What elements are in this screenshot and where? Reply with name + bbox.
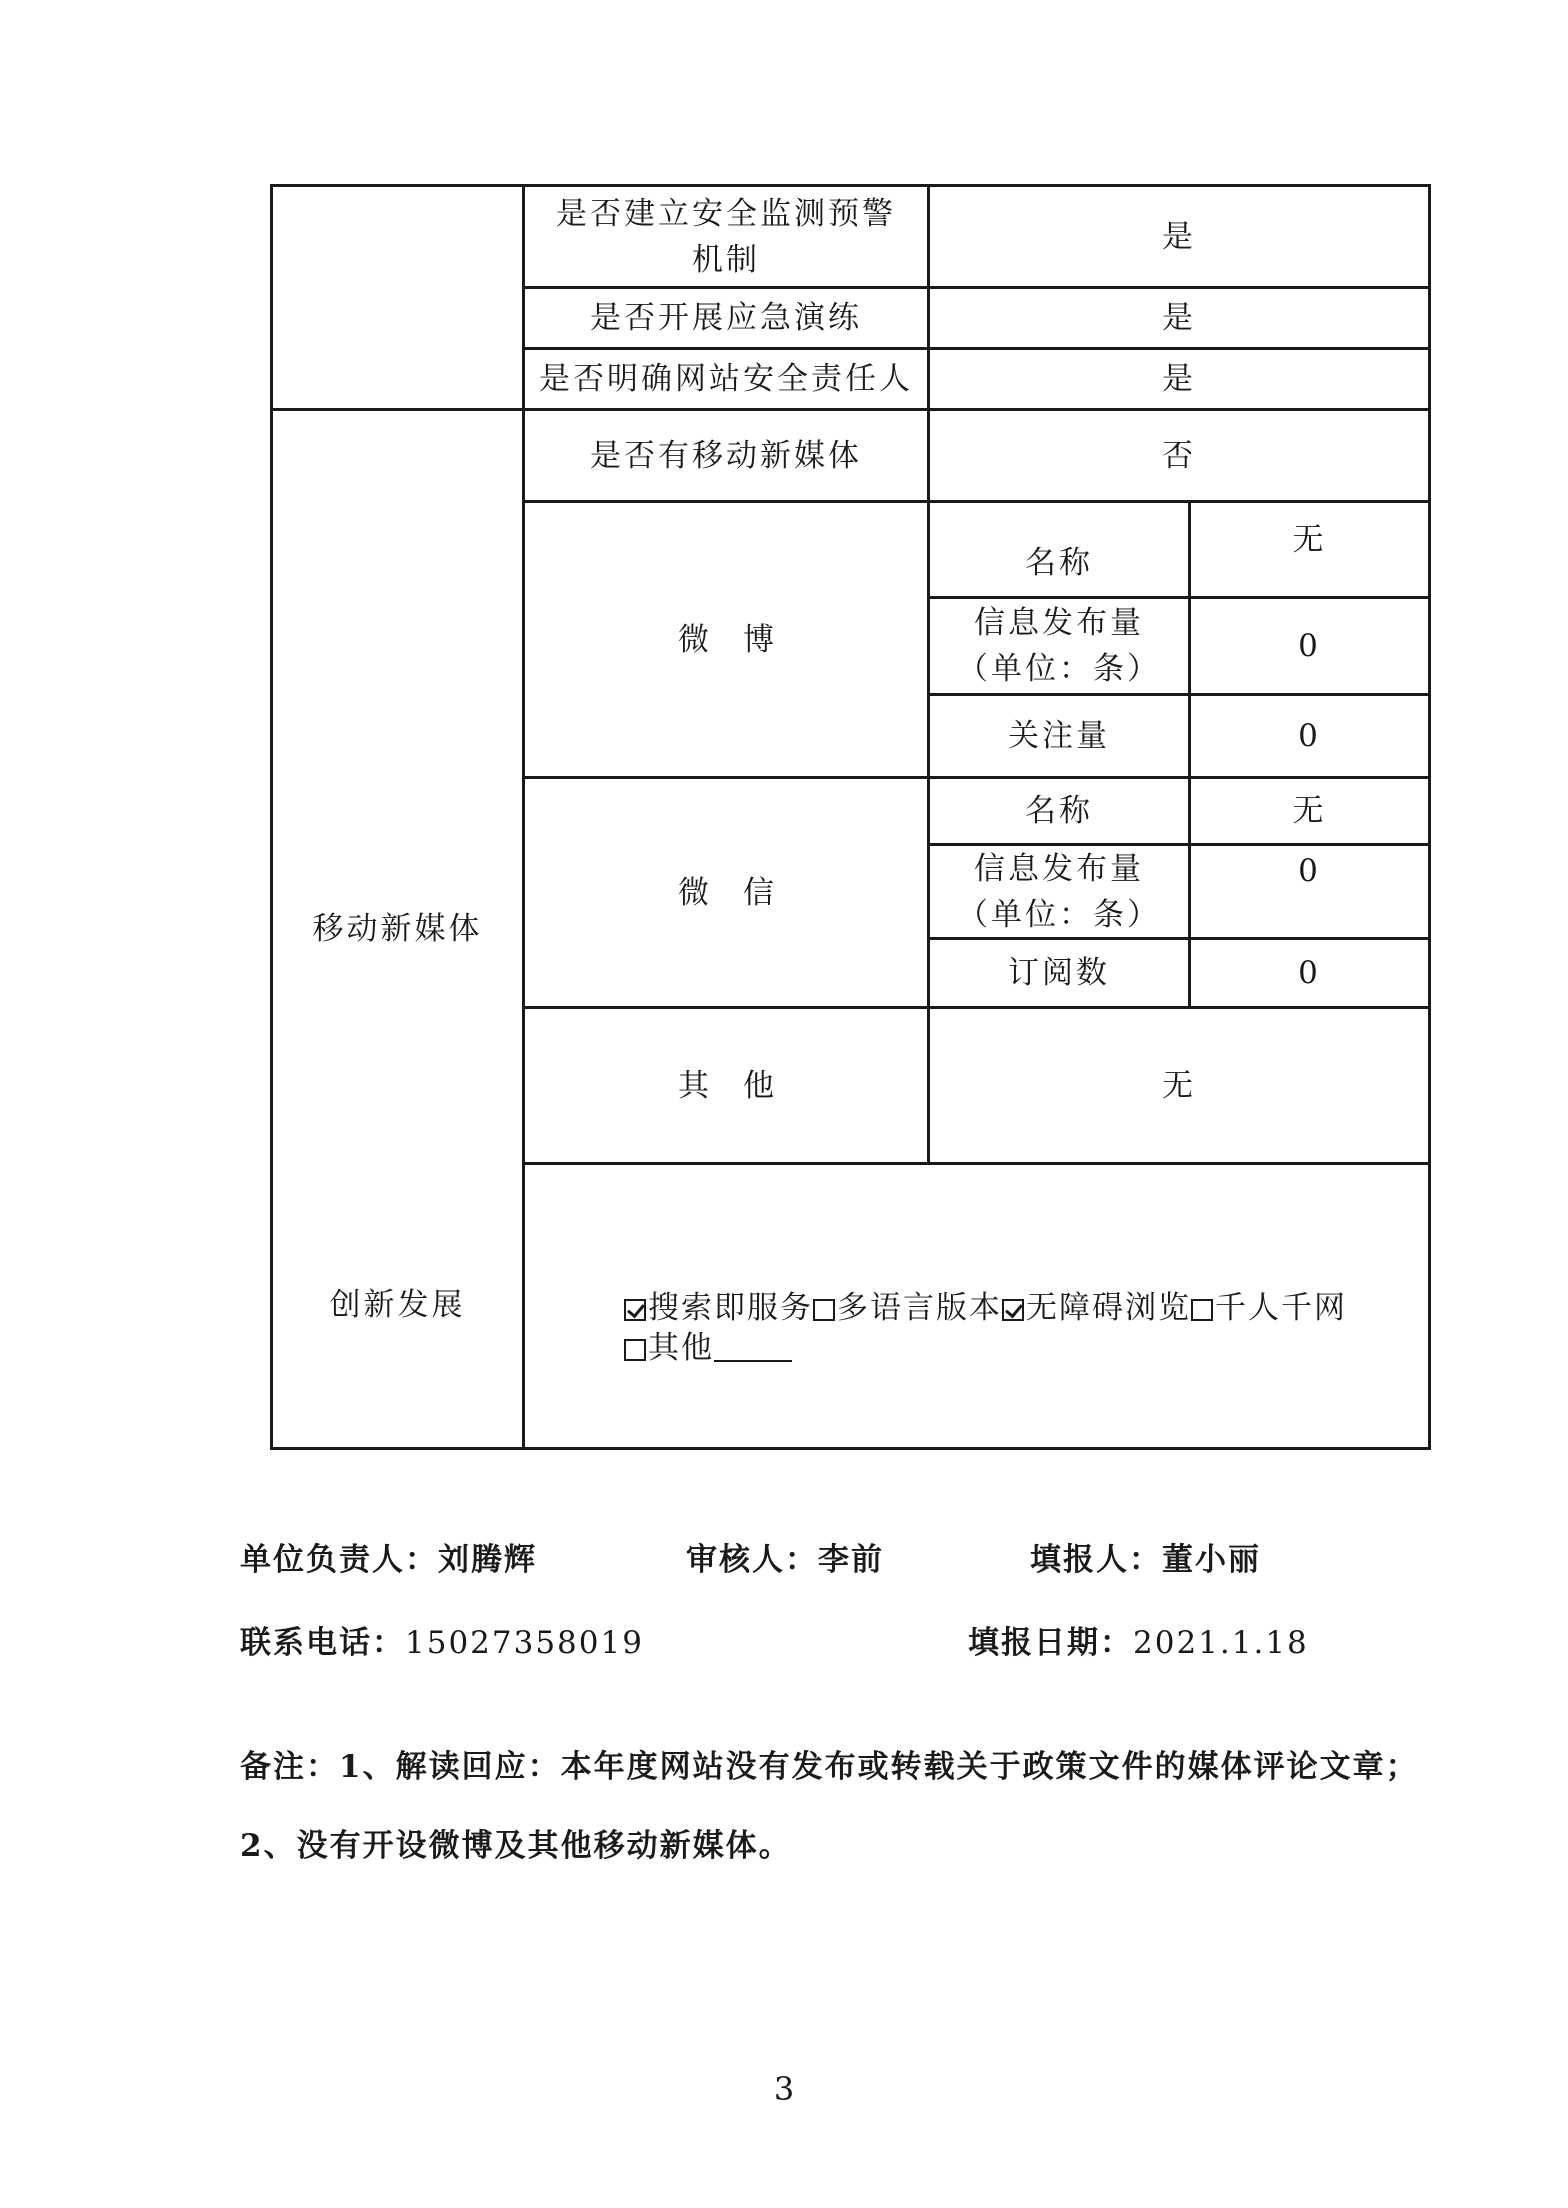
- has-mobile-label: 是否有移动新媒体: [590, 437, 862, 474]
- phone-value: 15027358019: [405, 1625, 644, 1661]
- wechat-label: 微信: [678, 874, 808, 911]
- label-line: （单位：条）: [957, 651, 1161, 687]
- checkbox-checked-icon[interactable]: [1002, 1299, 1024, 1321]
- phone-label: 联系电话：: [240, 1625, 405, 1661]
- filler-value: 董小丽: [1162, 1542, 1261, 1578]
- emergency-drill-label: 是否开展应急演练: [590, 300, 862, 336]
- weibo-followers-value: 0: [1298, 718, 1321, 754]
- security-monitoring-label: [525, 187, 927, 286]
- other-media-value: 无: [1162, 1067, 1196, 1104]
- label-line: 信息发布量: [974, 605, 1144, 641]
- contact-phone: [240, 1617, 644, 1662]
- security-responsible-label: 是否明确网站安全责任人: [539, 361, 913, 397]
- unit-head-label: 单位负责人：: [240, 1542, 438, 1578]
- checkbox-checked-icon[interactable]: [624, 1299, 646, 1321]
- wechat-name-value: 无: [1292, 793, 1327, 829]
- weibo-name-value: 无: [1292, 522, 1327, 558]
- fill-in-blank[interactable]: [714, 1330, 792, 1362]
- page-number: 3: [773, 2070, 795, 2108]
- fill-date: [968, 1617, 1309, 1662]
- option-multilingual: 多语言版本: [837, 1290, 1002, 1326]
- innovation-label: 创新发展: [329, 1287, 466, 1323]
- weibo-name-label: 名称: [1025, 545, 1093, 581]
- has-mobile-value: 否: [1162, 437, 1196, 474]
- option-personalized: 千人千网: [1215, 1290, 1347, 1326]
- unit-head-value: 刘腾辉: [438, 1542, 537, 1578]
- option-accessibility: 无障碍浏览: [1026, 1290, 1191, 1326]
- checkbox-icon[interactable]: [1191, 1299, 1213, 1321]
- note-line-2: 2、没有开设微博及其他移动新媒体。: [240, 1828, 792, 1864]
- security-responsible-value: 是: [1162, 361, 1196, 397]
- checkbox-icon[interactable]: [813, 1299, 835, 1321]
- label-line: （单位：条）: [957, 896, 1161, 933]
- mobile-section-label: 移动新媒体: [312, 911, 483, 947]
- date-value: 2021.1.18: [1133, 1625, 1309, 1661]
- weibo-posts-label: [930, 599, 1188, 693]
- wechat-posts-label: [930, 846, 1188, 937]
- label-line: 信息发布量: [974, 850, 1144, 887]
- note-line-1: 备注：1、解读回应：本年度网站没有发布或转载关于政策文件的媒体评论文章；: [240, 1749, 1419, 1785]
- wechat-posts-value: 0: [1298, 853, 1321, 889]
- weibo-followers-label: 关注量: [1008, 718, 1110, 754]
- option-other: 其他: [648, 1330, 714, 1366]
- unit-head: [240, 1534, 537, 1579]
- label-line: 机制: [692, 241, 760, 278]
- table-rule: [1428, 184, 1431, 1450]
- wechat-subscribers-value: 0: [1298, 955, 1321, 991]
- emergency-drill-value: 是: [1162, 300, 1196, 336]
- other-media-label: 其他: [678, 1067, 808, 1104]
- weibo-label: 微博: [678, 621, 808, 658]
- wechat-name-label: 名称: [1025, 793, 1093, 829]
- filler-label: 填报人：: [1030, 1542, 1162, 1578]
- reviewer-value: 李前: [818, 1542, 884, 1578]
- weibo-posts-value: 0: [1298, 628, 1321, 664]
- wechat-subscribers-label: 订阅数: [1008, 955, 1110, 991]
- reviewer: [686, 1534, 884, 1579]
- filler: [1030, 1534, 1261, 1579]
- table-rule: [270, 1447, 1431, 1450]
- checkbox-icon[interactable]: [624, 1339, 646, 1361]
- reviewer-label: 审核人：: [686, 1542, 818, 1578]
- innovation-options-row2: [624, 1325, 792, 1371]
- date-label: 填报日期：: [968, 1625, 1133, 1661]
- table-rule: [522, 1162, 1431, 1165]
- option-search-service: 搜索即服务: [648, 1290, 813, 1326]
- label-line: 是否建立安全监测预警: [556, 195, 896, 232]
- security-monitoring-value: 是: [1162, 218, 1196, 255]
